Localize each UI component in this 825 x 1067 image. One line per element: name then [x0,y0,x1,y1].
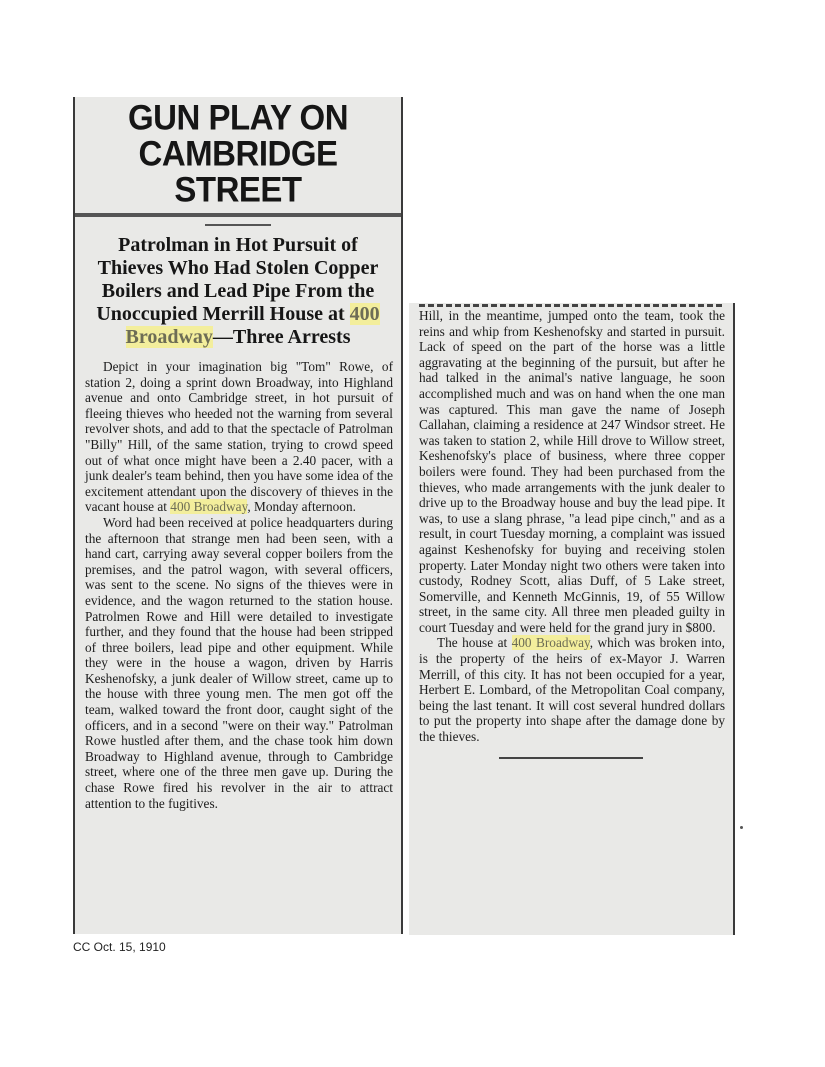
end-rule [499,757,643,759]
headline-line-2: CAMBRIDGE STREET [138,133,338,210]
paragraph-1-text: Depict in your imagination big "Tom" Rowe, of station 2, doing a sprint down Broadway, into Highland avenue and onto Cambridge street, in hot pursuit of fleeing thieves who heeded not the warning from several revolver shots, and add to that the spectacle of Patrolman "Billy" Hill, of the same station, trying to crowd speed out of what once might have been a 2.40 pacer, with a junk dealer's team behind, then you have some idea of the excitement attendant upon the discovery of thieves in the vacant house at [85,359,393,515]
divider-short [205,224,271,226]
caption: CC Oct. 15, 1910 [73,940,166,954]
newspaper-clipping-left-column [73,97,403,934]
paragraph-1 [85,359,393,515]
newspaper-clipping-right-column [409,303,735,935]
paragraph-2: Word had been received at police headquarters during the afternoon that strange men had been seen, with a hand cart, carrying away several copper boilers from the premises, and the patrol wagon, with several officers, was sent to the scene. No signs of the thieves were in evidence, and the wagon returned to the station house. Patrolmen Rowe and Hill were detailed to investigate further, and they found that the house had been stripped of three boilers, lead pipe and other equipment. While they were in the house a wagon, driven by Harris Keshenofsky, a junk dealer of Willow street, came up to the house with three young men. The men got off the team, walked toward the front door, caught sight of the officers, and in a second "were on their way." Patrolman Rowe hustled after them, and the chase took him down Broadway to Highland avenue, through to Cambridge street, where one of the three men gave up. During the chase Rowe fired his revolver in the air to attract attention to the fugitives. [85,514,393,811]
paragraph-4-highlight: 400 Broadway [511,635,590,651]
paragraph-4-text: The house at [437,635,508,651]
headline-rule [75,213,401,217]
paragraph-4-tail: , which was broken into, is the property of the heirs of ex-Mayor J. Warren Merrill, of this city. It has not been occupied for a year, Herbert E. Lombard, of the Metropolitan Coal company, being the last tenant. It will cost several hundred dollars to put the property into shape after the damage done by the thieves. [419,635,725,745]
paragraph-1-tail: , Monday afternoon. [247,499,356,515]
paragraph-3: Hill, in the meantime, jumped onto the team, took the reins and whip from Keshenofsky and started in pursuit. Lack of speed on the part of the horse was a little aggravating at the beginning of the pursuit, but after he had talked in the animal's native language, he soon accomplished much and was on hand when the one man was captured. This man gave the name of Joseph Callahan, claiming a residence at 247 Windsor street. He was taken to station 2, while Hill drove to Willow street, Keshenofsky's place of business, where three copper boilers were found. They had been purchased from the thieves, who made arrangements with the junk dealer to drive up to the Broadway house and buy the lead pipe. It was, to use a slang phrase, "a lead pipe cinch," and as a result, in court Tuesday morning, a complaint was issued against Keshenofsky for buying and receiving stolen property. Later Monday night two others were taken into custody, Rodney Scott, alias Duff, of 5 Lake street, Somerville, and Kenneth McGinnis, 19, of 55 Willow street, in the same city. All three men pleaded guilty in court Tuesday and were held for the grand jury in $800. [419,308,725,635]
subhead-text: Patrolman in Hot Pursuit of Thieves Who Had Stolen Copper Boilers and Lead Pipe From the Unoccupied Merrill House at [96,234,379,325]
stray-mark [740,826,743,829]
subhead-highlight: 400 Broadway [125,303,380,348]
paragraph-4 [419,635,725,744]
headline [81,97,395,210]
headline-line-1: GUN PLAY ON [127,97,349,138]
left-column-body [85,359,393,811]
subheadline [85,234,391,349]
subhead-tail: —Three Arrests [212,326,351,348]
paragraph-1-highlight: 400 Broadway [170,499,248,515]
right-column-body [419,308,725,745]
